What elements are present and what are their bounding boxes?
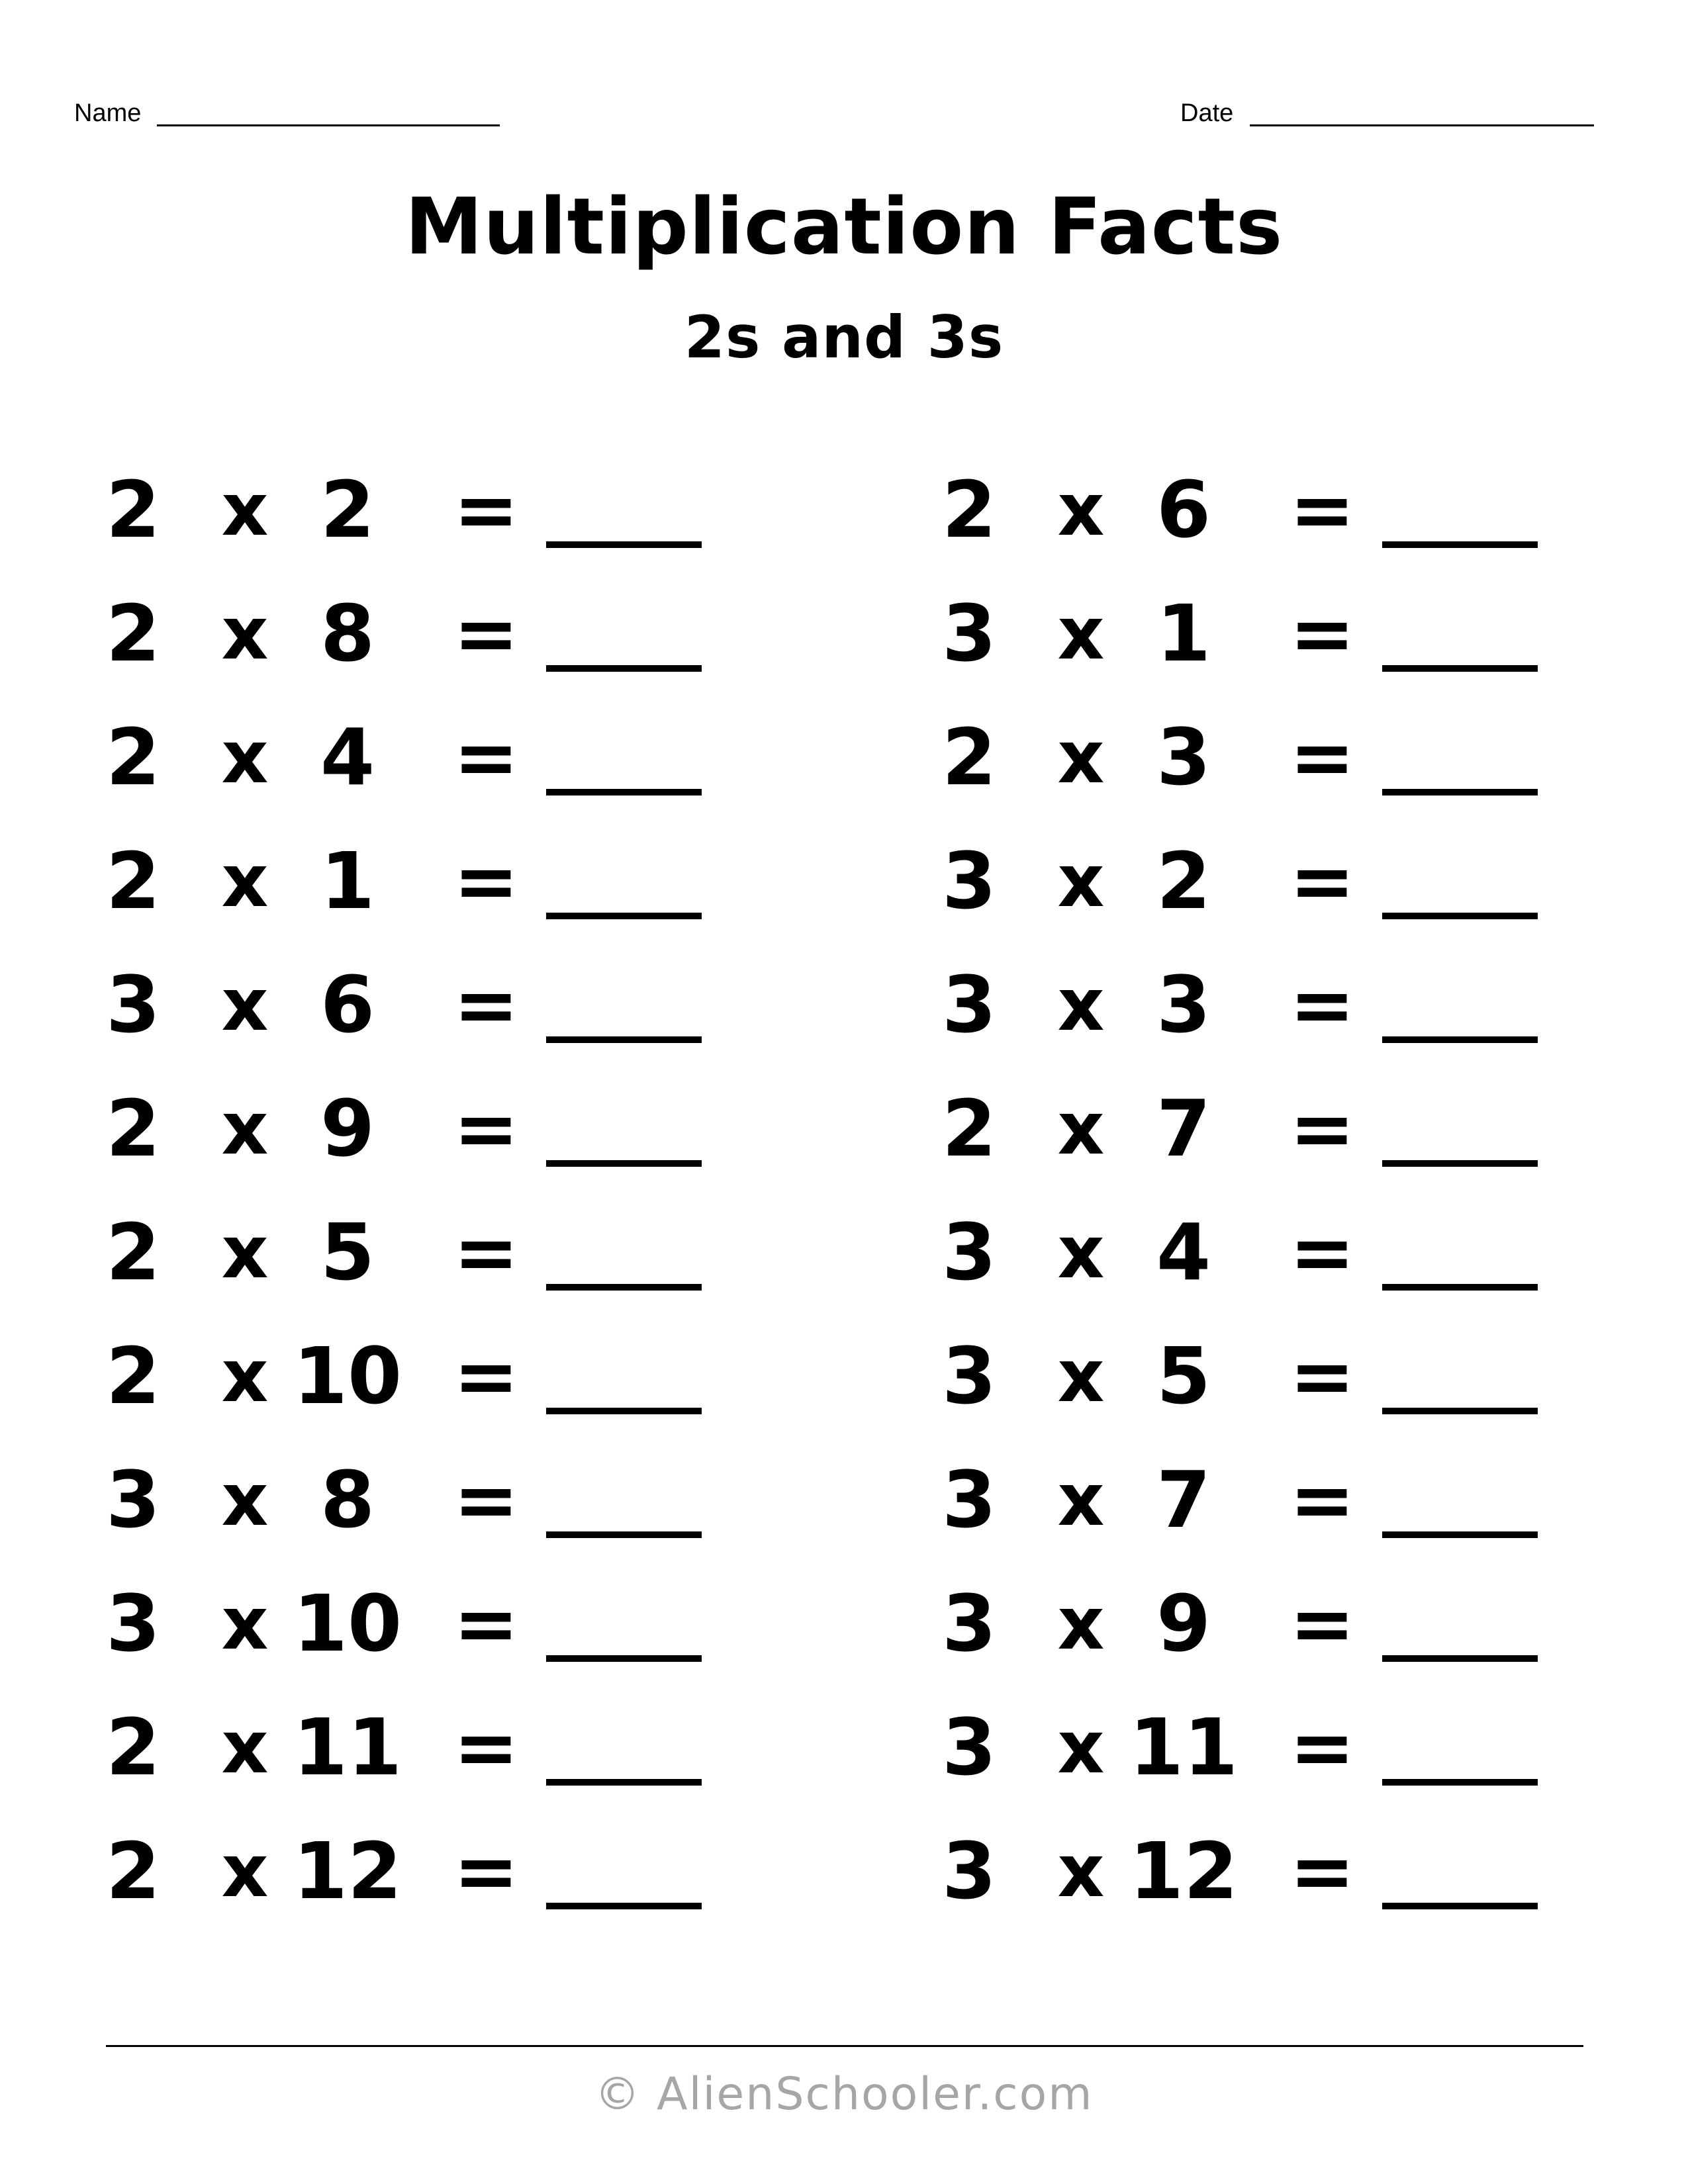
equals-sign: = — [453, 1330, 519, 1422]
factor-a: 3 — [942, 1454, 997, 1545]
times-sign: x — [1057, 1334, 1105, 1418]
answer-blank[interactable] — [546, 1284, 702, 1291]
factor-b: 2 — [320, 464, 375, 555]
factor-b: 4 — [1156, 1206, 1211, 1298]
problem-row — [942, 1082, 1670, 1206]
factor-a: 2 — [106, 835, 161, 927]
answer-blank[interactable] — [546, 789, 702, 796]
answer-blank[interactable] — [546, 913, 702, 919]
problem-row — [106, 835, 834, 958]
footer-credit: © AlienSchooler.com — [594, 2068, 1094, 2120]
equals-sign: = — [453, 1206, 519, 1298]
factor-b: 6 — [1156, 464, 1211, 555]
problem-row — [942, 463, 1670, 587]
answer-blank[interactable] — [1382, 1408, 1538, 1414]
name-label: Name — [74, 99, 142, 127]
times-sign: x — [221, 467, 269, 552]
factor-a: 3 — [106, 959, 161, 1050]
factor-a: 2 — [942, 464, 997, 555]
times-sign: x — [1057, 715, 1105, 799]
equals-sign: = — [1289, 1578, 1355, 1669]
factor-a: 2 — [942, 1083, 997, 1174]
factor-b: 5 — [1156, 1330, 1211, 1422]
equals-sign: = — [453, 1825, 519, 1917]
name-line[interactable] — [157, 124, 500, 126]
factor-b: 9 — [1156, 1578, 1211, 1669]
equals-sign: = — [1289, 1083, 1355, 1174]
equals-sign: = — [453, 1083, 519, 1174]
answer-blank[interactable] — [546, 665, 702, 672]
factor-a: 3 — [942, 588, 997, 679]
factor-b: 8 — [320, 1454, 375, 1545]
answer-blank[interactable] — [1382, 1655, 1538, 1662]
factor-b: 11 — [293, 1702, 402, 1793]
times-sign: x — [221, 1086, 269, 1171]
answer-blank[interactable] — [546, 1036, 702, 1043]
equals-sign: = — [1289, 835, 1355, 927]
problem-row — [106, 1082, 834, 1206]
answer-blank[interactable] — [1382, 789, 1538, 796]
times-sign: x — [221, 1210, 269, 1295]
answer-blank[interactable] — [1382, 1779, 1538, 1786]
date-field[interactable] — [1180, 98, 1233, 128]
factor-b: 12 — [1129, 1825, 1239, 1917]
factor-b: 7 — [1156, 1083, 1211, 1174]
problem-row — [942, 958, 1670, 1082]
factor-a: 2 — [106, 1083, 161, 1174]
times-sign: x — [1057, 839, 1105, 923]
problem-row — [106, 1577, 834, 1701]
equals-sign: = — [1289, 588, 1355, 679]
times-sign: x — [1057, 1705, 1105, 1790]
problem-row — [106, 958, 834, 1082]
problem-row — [106, 1330, 834, 1453]
problem-row — [106, 1701, 834, 1825]
answer-blank[interactable] — [546, 1531, 702, 1538]
answer-blank[interactable] — [1382, 541, 1538, 548]
factor-a: 3 — [942, 835, 997, 927]
equals-sign: = — [1289, 1454, 1355, 1545]
factor-a: 2 — [106, 711, 161, 803]
times-sign: x — [221, 839, 269, 923]
factor-b: 6 — [320, 959, 375, 1050]
equals-sign: = — [453, 835, 519, 927]
date-label: Date — [1180, 99, 1234, 127]
date-line[interactable] — [1250, 124, 1594, 126]
problem-row — [106, 1453, 834, 1577]
answer-blank[interactable] — [1382, 1036, 1538, 1043]
factor-a: 3 — [942, 1825, 997, 1917]
factor-a: 3 — [106, 1454, 161, 1545]
problem-row — [106, 1825, 834, 1948]
factor-b: 1 — [320, 835, 375, 927]
factor-b: 11 — [1129, 1702, 1239, 1793]
page-title: Multiplication Facts — [404, 181, 1284, 272]
times-sign: x — [1057, 1086, 1105, 1171]
equals-sign: = — [1289, 1330, 1355, 1422]
answer-blank[interactable] — [546, 1408, 702, 1414]
factor-b: 10 — [293, 1578, 402, 1669]
answer-blank[interactable] — [1382, 1903, 1538, 1909]
equals-sign: = — [453, 1702, 519, 1793]
times-sign: x — [1057, 591, 1105, 676]
answer-blank[interactable] — [546, 1903, 702, 1909]
times-sign: x — [221, 1457, 269, 1542]
problem-row — [942, 1577, 1670, 1701]
factor-b: 3 — [1156, 711, 1211, 803]
answer-blank[interactable] — [1382, 1284, 1538, 1291]
problems-left-column — [106, 463, 834, 1948]
equals-sign: = — [1289, 959, 1355, 1050]
problem-row — [106, 1206, 834, 1330]
factor-b: 7 — [1156, 1454, 1211, 1545]
equals-sign: = — [453, 959, 519, 1050]
times-sign: x — [221, 1829, 269, 1913]
equals-sign: = — [453, 464, 519, 555]
factor-a: 3 — [106, 1578, 161, 1669]
problem-row — [942, 1701, 1670, 1825]
equals-sign: = — [453, 1578, 519, 1669]
problem-row — [942, 711, 1670, 835]
times-sign: x — [1057, 962, 1105, 1047]
factor-a: 3 — [942, 1330, 997, 1422]
factor-a: 2 — [106, 1702, 161, 1793]
factor-a: 2 — [106, 464, 161, 555]
equals-sign: = — [1289, 464, 1355, 555]
times-sign: x — [221, 1334, 269, 1418]
factor-b: 8 — [320, 588, 375, 679]
factor-b: 2 — [1156, 835, 1211, 927]
equals-sign: = — [1289, 1702, 1355, 1793]
times-sign: x — [221, 1705, 269, 1790]
answer-blank[interactable] — [1382, 665, 1538, 672]
equals-sign: = — [453, 711, 519, 803]
name-field[interactable] — [74, 98, 141, 128]
factor-a: 2 — [942, 711, 997, 803]
factor-a: 2 — [106, 1330, 161, 1422]
problem-row — [106, 587, 834, 711]
times-sign: x — [1057, 467, 1105, 552]
times-sign: x — [1057, 1829, 1105, 1913]
footer-divider — [106, 2045, 1583, 2047]
times-sign: x — [1057, 1457, 1105, 1542]
answer-blank[interactable] — [546, 1779, 702, 1786]
times-sign: x — [221, 962, 269, 1047]
equals-sign: = — [1289, 1825, 1355, 1917]
times-sign: x — [1057, 1210, 1105, 1295]
factor-b: 10 — [293, 1330, 402, 1422]
factor-b: 3 — [1156, 959, 1211, 1050]
problem-row — [942, 1453, 1670, 1577]
factor-b: 9 — [320, 1083, 375, 1174]
problem-row — [942, 835, 1670, 958]
equals-sign: = — [453, 1454, 519, 1545]
page-subtitle: 2s and 3s — [684, 303, 1004, 371]
problem-row — [942, 587, 1670, 711]
equals-sign: = — [1289, 1206, 1355, 1298]
factor-a: 2 — [106, 588, 161, 679]
answer-blank[interactable] — [546, 541, 702, 548]
equals-sign: = — [1289, 711, 1355, 803]
factor-b: 12 — [293, 1825, 402, 1917]
equals-sign: = — [453, 588, 519, 679]
times-sign: x — [221, 715, 269, 799]
factor-a: 3 — [942, 1702, 997, 1793]
problem-row — [942, 1825, 1670, 1948]
times-sign: x — [1057, 1581, 1105, 1666]
answer-blank[interactable] — [546, 1160, 702, 1167]
factor-a: 3 — [942, 1578, 997, 1669]
factor-a: 2 — [106, 1825, 161, 1917]
answer-blank[interactable] — [546, 1655, 702, 1662]
factor-b: 4 — [320, 711, 375, 803]
factor-a: 3 — [942, 1206, 997, 1298]
times-sign: x — [221, 591, 269, 676]
times-sign: x — [221, 1581, 269, 1666]
factor-b: 1 — [1156, 588, 1211, 679]
problems-right-column — [942, 463, 1670, 1948]
factor-b: 5 — [320, 1206, 375, 1298]
factor-a: 2 — [106, 1206, 161, 1298]
problem-row — [106, 711, 834, 835]
problem-row — [942, 1206, 1670, 1330]
problem-row — [106, 463, 834, 587]
factor-a: 3 — [942, 959, 997, 1050]
answer-blank[interactable] — [1382, 1531, 1538, 1538]
problem-row — [942, 1330, 1670, 1453]
answer-blank[interactable] — [1382, 913, 1538, 919]
answer-blank[interactable] — [1382, 1160, 1538, 1167]
